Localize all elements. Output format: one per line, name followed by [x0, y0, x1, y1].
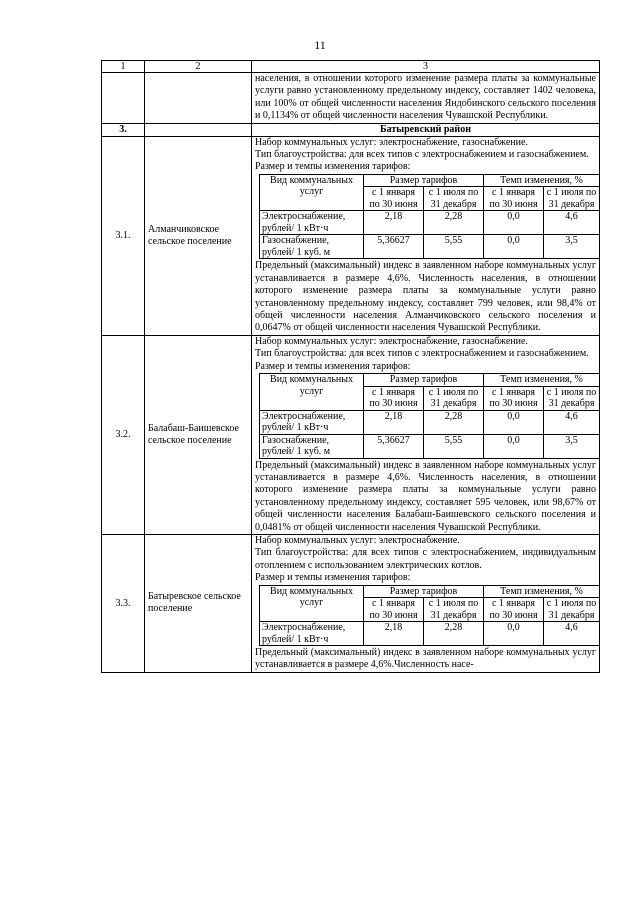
tariff-heading: Размер и темпы изменения тарифов: [255, 161, 411, 173]
tariff-heading: Размер и темпы изменения тарифов: [255, 572, 411, 584]
row-number: 3.2. [102, 335, 145, 534]
tariff-value: 5,36627 [364, 235, 424, 259]
header-row [102, 61, 600, 73]
service-unit: рублей/ 1 куб. м [262, 446, 331, 457]
tariff-value: 2,18 [364, 410, 424, 434]
tariff-row [260, 235, 600, 259]
col-change-rate: Темп изменения, % [484, 585, 600, 598]
settlement-name: Балабаш-Баишевское сельское поселение [145, 335, 252, 534]
col-service-type: Вид коммунальных услуг [260, 174, 364, 211]
period-header: с 1 июля по 31 декабря [424, 598, 484, 622]
header-col-3: 3 [252, 61, 600, 73]
service-label: Газоснабжение, [262, 235, 330, 247]
tariff-value: 4,6 [544, 211, 600, 235]
district-rows [102, 136, 600, 672]
tariff-value: 0,0 [484, 410, 544, 434]
period-header: с 1 июля по 31 декабря [424, 386, 484, 410]
service-name [260, 211, 364, 235]
tariff-value: 5,55 [424, 434, 484, 458]
table-row [102, 534, 600, 672]
tariff-table [259, 174, 600, 260]
period-header: с 1 июля по 31 декабря [544, 598, 600, 622]
tariff-row [260, 410, 600, 434]
tariff-value: 0,0 [484, 434, 544, 458]
col-change-rate: Темп изменения, % [484, 174, 600, 187]
tariff-value: 3,5 [544, 434, 600, 458]
col-tariff-size: Размер тарифов [364, 585, 484, 598]
tariff-row [260, 622, 600, 646]
service-unit: рублей/ 1 куб. м [262, 246, 331, 258]
tariff-value: 0,0 [484, 622, 544, 646]
service-unit: рублей/ 1 кВт·ч [262, 422, 329, 433]
services-set: Набор коммунальных услуг: электроснабжение, газоснабжение. [255, 335, 528, 347]
header-col-1: 1 [102, 61, 145, 73]
tariff-table [259, 585, 600, 647]
service-label: Газоснабжение, [262, 434, 330, 446]
row-content [252, 335, 600, 534]
period-header: с 1 января по 30 июня [484, 386, 544, 410]
tariff-row [260, 434, 600, 458]
period-header: с 1 января по 30 июня [364, 187, 424, 211]
period-header: с 1 января по 30 июня [364, 598, 424, 622]
tariff-row [260, 211, 600, 235]
tariff-table [259, 373, 600, 459]
tariff-value: 5,36627 [364, 434, 424, 458]
section-row [102, 123, 600, 136]
service-name [260, 434, 364, 458]
tariff-value: 4,6 [544, 410, 600, 434]
services-set: Набор коммунальных услуг: электроснабжение. [255, 534, 460, 546]
tariff-value: 3,5 [544, 235, 600, 259]
service-label: Электроснабжение, [262, 622, 346, 634]
period-header: с 1 июля по 31 декабря [544, 187, 600, 211]
service-unit: рублей/ 1 кВт·ч [262, 222, 329, 234]
improvement-type: Тип благоустройства: для всех типов с электроснабжением, индивидуальным отоплением с использованием электрических котлов. [255, 547, 596, 571]
settlement-name: Батыревское сельское поселение [145, 534, 252, 672]
period-header: с 1 января по 30 июня [484, 187, 544, 211]
tariff-value: 2,28 [424, 211, 484, 235]
row-number: 3.1. [102, 136, 145, 335]
tariff-value: 2,28 [424, 622, 484, 646]
summary-text: Предельный (максимальный) индекс в заявленном наборе коммунальных услуг устанавливается в размере 4,6%. Численность населения, в отношении которого изменение размера платы за коммунальные услуги равно установленному предельному индексу, составляет 799 человек, или 98,4% от общей численности населения Алманчиковского сельского поселения и 0,0647% от общей численности населения Чувашской Республики. [255, 260, 596, 334]
summary-text: Предельный (максимальный) индекс в заявленном наборе коммунальных услуг устанавливается в размере 4,6%. Численность населения, в отношении которого изменение размера платы за коммунальные услуги равно установленному предельному индексу, составляет 595 человек, или 98,67% от общей численности населения Балабаш-Баишевского сельского поселения и 0,0481% от общей численности населения Чувашской Республики. [255, 459, 596, 533]
tariff-value: 2,18 [364, 622, 424, 646]
settlement-name: Алманчиковское сельское поселение [145, 136, 252, 335]
service-unit: рублей/ 1 кВт·ч [262, 633, 329, 645]
period-header: с 1 января по 30 июня [364, 386, 424, 410]
service-name [260, 410, 364, 434]
col-service-type: Вид коммунальных услуг [260, 374, 364, 411]
row-content [252, 534, 600, 672]
col-tariff-size: Размер тарифов [364, 374, 484, 387]
period-header: с 1 января по 30 июня [484, 598, 544, 622]
improvement-type: Тип благоустройства: для всех типов с электроснабжением и газоснабжением. [255, 149, 589, 161]
section-number: 3. [102, 123, 145, 136]
tariff-value: 2,28 [424, 410, 484, 434]
col-change-rate: Темп изменения, % [484, 374, 600, 387]
service-name [260, 622, 364, 646]
table-row [102, 335, 600, 534]
row-content [252, 136, 600, 335]
section-title: Батыревский район [252, 123, 600, 136]
services-set: Набор коммунальных услуг: электроснабжение, газоснабжение. [255, 136, 528, 148]
row-number: 3.3. [102, 534, 145, 672]
service-name [260, 235, 364, 259]
tariff-value: 2,18 [364, 211, 424, 235]
period-header: с 1 июля по 31 декабря [424, 187, 484, 211]
col-tariff-size: Размер тарифов [364, 174, 484, 187]
improvement-type: Тип благоустройства: для всех типов с электроснабжением и газоснабжением. [255, 348, 589, 360]
tariff-value: 0,0 [484, 211, 544, 235]
tariff-value: 5,55 [424, 235, 484, 259]
intro-text: населения, в отношении которого изменение размера платы за коммунальные услуги равно установленному предельному индексу, составляет 1402 человека, или 100% от общей численности населения Яндобинского сельского поселения и 0,1134% от общей численности населения Чувашской Республики. [252, 73, 600, 124]
service-label: Электроснабжение, [262, 211, 346, 223]
period-header: с 1 июля по 31 декабря [544, 386, 600, 410]
col-service-type: Вид коммунальных услуг [260, 585, 364, 622]
main-table [101, 60, 600, 673]
summary-text: Предельный (максимальный) индекс в заявленном наборе коммунальных услуг устанавливается в размере 4,6%.Численность насе- [255, 647, 596, 671]
table-row [102, 136, 600, 335]
page-number: 11 [314, 38, 326, 52]
header-col-2: 2 [145, 61, 252, 73]
tariff-value: 0,0 [484, 235, 544, 259]
service-label: Электроснабжение, [262, 410, 346, 422]
tariff-value: 4,6 [544, 622, 600, 646]
intro-row [102, 73, 600, 124]
tariff-heading: Размер и темпы изменения тарифов: [255, 360, 411, 372]
